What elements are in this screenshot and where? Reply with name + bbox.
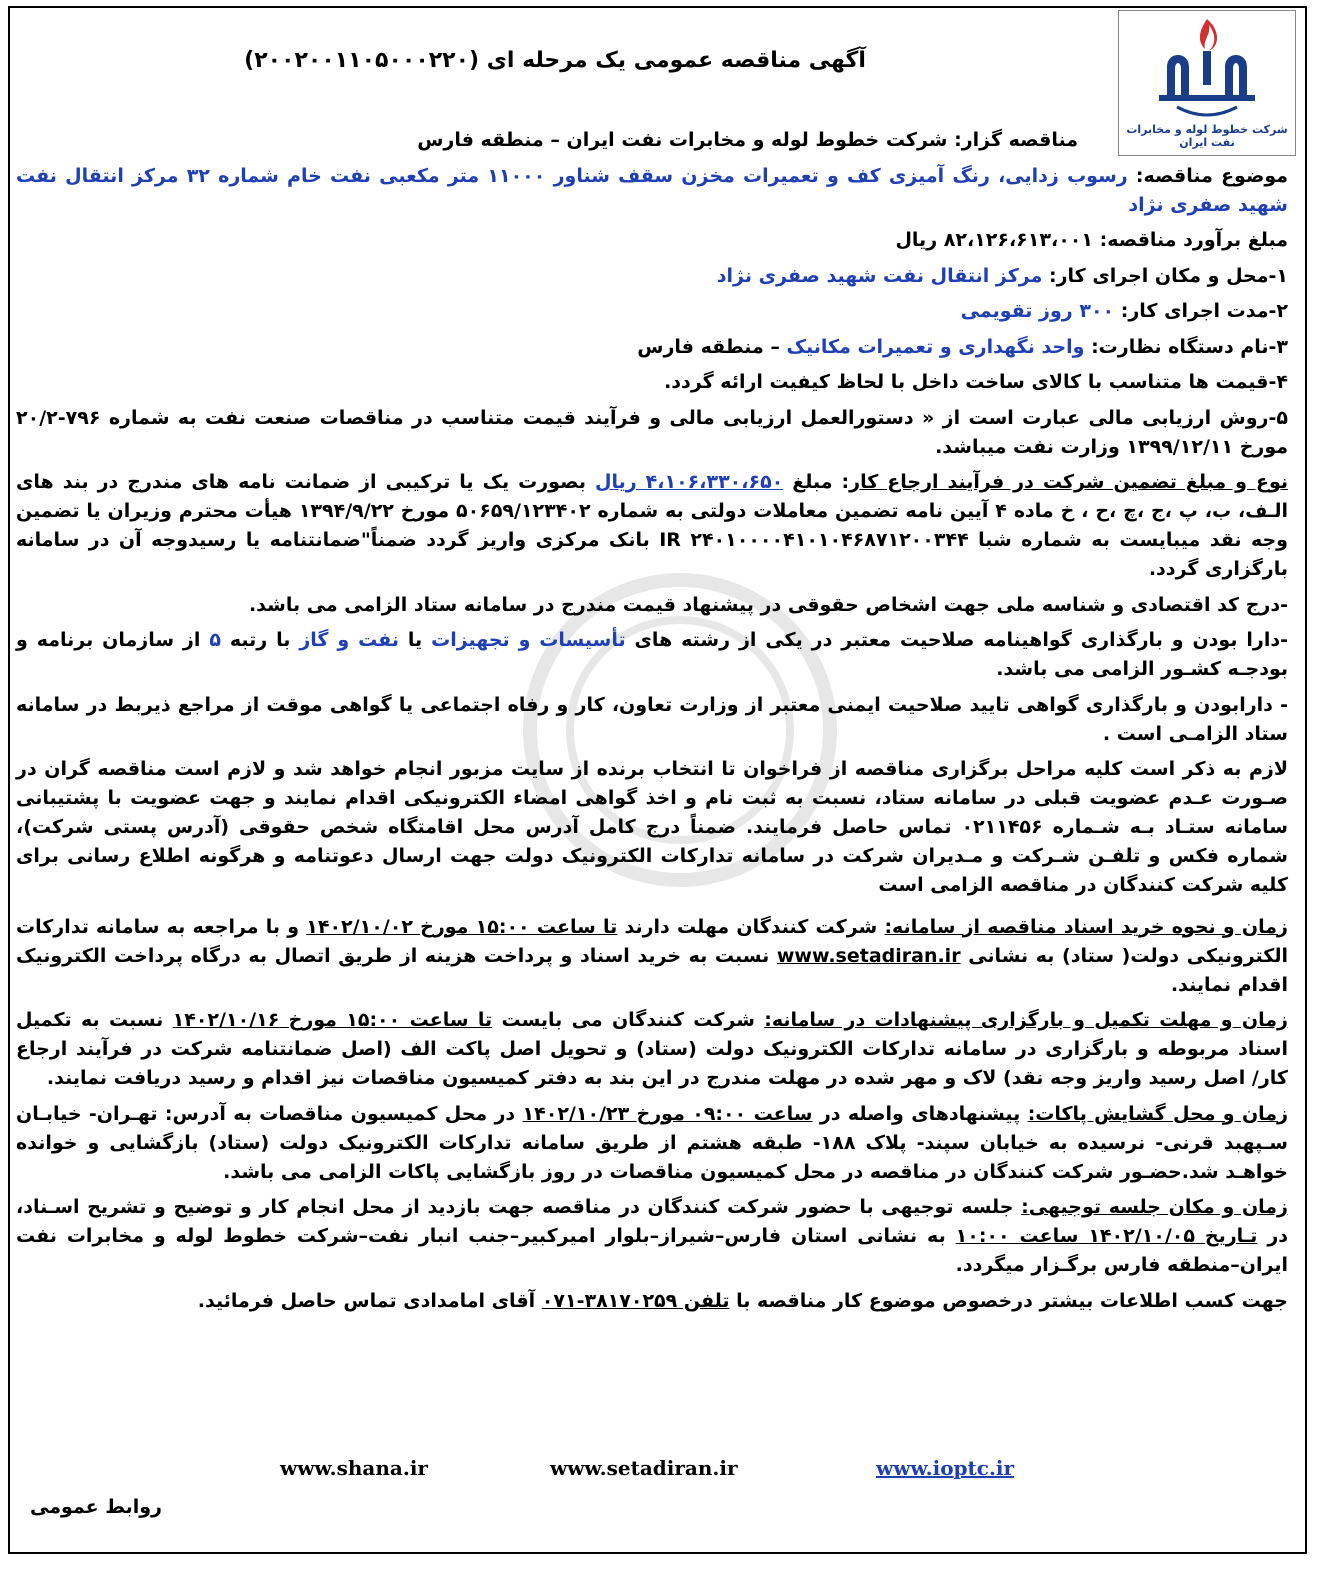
item-evaluation: ۵-روش ارزیابی مالی عبارت است از « دستورالعمل ارزیابی مالی و فرآیند قیمت متناسب در مناقصات صنعت نفت به شماره ۷۹۶-۲۰/۲ مورخ ۱۳۹۹/۱۲/۱۱ وزارت نفت میباشد.: [16, 406, 1288, 458]
tender-body: [16, 126, 1288, 1322]
link-shana[interactable]: www.shana.ir: [280, 1456, 428, 1480]
item-supervisor: ۳-نام دستگاه نظارت: واحد نگهداری و تعمیرات مکانیک – منطقه فارس: [637, 335, 1288, 358]
briefing-paragraph: زمان و مکان جلسه توجیهی: جلسه توجیهی با حضور شرکت کنندگان در مناقصه جهت بازدید از محل انجام کار و توضیح و تشریح اسـناد، در تـاریخ ۱۴۰۲/۱۰/۰۵ ساعت ۱۰:۰۰ به نشانی استان فارس–شیراز–بلوار امیرکبیر–جنب انبار نفت–شرکت خطوط لوله و مخابرات نفت ایران–منطقه فارس برگـزار میگردد.: [16, 1196, 1289, 1276]
item-pricing: ۴-قیمت ها متناسب با کالای ساخت داخل با لحاظ کیفیت ارائه گردد.: [664, 371, 1288, 393]
nioc-flame-icon: [1119, 11, 1295, 131]
guarantee-paragraph: نوع و مبلغ تضمین شرکت در فرآیند ارجاع کار: مبلغ ۴،۱۰۶،۳۳۰،۶۵۰ ریال بصورت یک یا ترکیبی از ضمانت نامه های مندرج در بند های الـف، ب، پ ،ج ،چ ،ح ، خ ماده ۴ آیین نامه تضمین معاملات دولتی به شماره ۵۰۶۵۹/۱۲۳۴۰۲ مورخ ۱۳۹۴/۹/۲۲ هیأت محترم وزیران یا تضمین وجه نقد میبایست به شماره شبا IR ۲۴۰۱۰۰۰۰۴۱۰۱۰۴۶۸۷۱۲۰۰۳۴۴ بانک مرکزی واریز گردد ضمناً"ضمانتنامه یا رسیدوجه آن در سامانه بارگزاری گردد.: [16, 471, 1289, 580]
setadiran-link[interactable]: www.setadiran.ir: [776, 944, 961, 967]
item-location: ۱-محل و مکان اجرای کار: مرکز انتقال نفت شهید صفری نژاد: [716, 264, 1288, 287]
organizer-line: مناقصه گزار: شرکت خطوط لوله و مخابرات نفت ایران – منطقه فارس: [417, 129, 1078, 151]
opening-paragraph: زمان و محل گشایش پاکات: پیشنهادهای واصله در ساعت ۰۹:۰۰ مورخ ۱۴۰۲/۱۰/۲۳ در محل کمیسیون مناقصات به آدرس: تهـران- خیابـان سـپهبد قرنی- نرسیده به خیابان سپند- پلاک ۱۸۸- طبقه هشتم از طریق سامانه تدارکات الکترونیک دولت (ستاد) بازگشایی و خوانده خواهـد شد.حضـور شرکت کنندگان در مناقصه در محل کمیسیون مناقصات در روز بازگشایی پاکات الزامی می باشد.: [16, 1102, 1289, 1183]
requirement-economic-code: -درج کد اقتصادی و شناسه ملی جهت اشخاص حقوقی در پیشنهاد قیمت مندرج در سامانه ستاد الزامی می باشد.: [248, 593, 1288, 616]
requirement-certificate: -دارا بودن و بارگذاری گواهینامه صلاحیت معتبر در یکی از رشته های تأسیسات و تجهیزات یا نفت و گاز با رتبه ۵ از سازمان برنامه و بودجـه کشـور الزامی می باشد.: [16, 629, 1288, 680]
link-ioptc[interactable]: www.ioptc.ir: [876, 1456, 1015, 1480]
subject-line: موضوع مناقصه: رسوب زدایی، رنگ آمیزی کف و تعمیرات مخزن سقف شناور ۱۱۰۰۰ متر مکعبی نفت خام شماره ۳۲ مرکز انتقال نفت شهید صفری نژاد: [16, 164, 1288, 216]
submission-paragraph: زمان و مهلت تکمیل و بارگزاری پیشنهادات در سامانه: شرکت کنندگان می بایست تا ساعت ۱۵:۰۰ مورخ ۱۴۰۲/۱۰/۱۶ نسبت به تکمیل اسناد مربوطه و بارگزاری در سامانه تدارکات الکترونیک دولت (ستاد) و تحویل اصل پاکت الف (اصل ضمانتنامه شرکت در فرآیند ارجاع کار/ اصل رسید واریز وجه نقد) لاک و مهر شده در مهلت مندرج در این بند به دفتر کمیسیون مناقصات نیز اقدام و رسید دریافت نمایند.: [16, 1009, 1288, 1089]
public-relations-signature: روابط عمومی: [30, 1496, 162, 1518]
estimate-line: مبلغ برآورد مناقصه: ۸۲،۱۲۶،۶۱۳،۰۰۱ ریال: [895, 229, 1288, 251]
purchase-paragraph: زمان و نحوه خرید اسناد مناقصه از سامانه: شرکت کنندگان مهلت دارند تا ساعت ۱۵:۰۰ مورخ ۱۴۰۲/۱۰/۰۲ و با مراجعه به سامانه تدارکات الکترونیکی دولت( ستاد) به نشانی www.setadiran.ir نسبت به خرید اسناد و پرداخت هزینه از طریق اتصال به درگاه پرداخت الکترونیک اقدام نمایند.: [16, 915, 1289, 996]
registration-note: لازم به ذکر است کلیه مراحل برگزاری مناقصه از فراخوان تا انتخاب برنده از سایت مزبور انجام خواهد شد و لازم است مناقصه گران در صـورت عـدم عضویت قبلی در سامانه ستاد، نسبت به ثبت نام و اخذ گواهی امضاء الکترونیکی اقدام نمایند و جهت عضویت با پشتیبانی سامانه ستـاد بـه شـماره ۰۲۱۱۴۵۶ تماس حاصل فرمایند. ضمناً درج کامل آدرس محل اقامتگاه شخص حقوقی (آدرس پستی شرکت)، شماره فکس و تلفـن شـرکت و مـدیران شرکت در سامانه تدارکات الکترونیک دولت جهت ارسال دعوتنامه و هرگونه اطلاع رسانی برای کلیه شرکت کنندگان در مناقصه الزامی است: [16, 758, 1288, 896]
logo-caption: شرکت خطوط لوله و مخابرات نفت ایران: [1126, 123, 1288, 149]
requirement-safety: - دارابودن و بارگذاری گواهی تایید صلاحیت ایمنی معتبر از وزارت تعاون، کار و رفاه اجتماعی یا گواهی موقت از مراجع ذیربط در سامانه ستاد الزامـی است .: [16, 693, 1288, 745]
item-duration: ۲-مدت اجرای کار: ۳۰۰ روز تقویمی: [960, 300, 1288, 322]
page-title: آگهی مناقصه عمومی یک مرحله ای (۲۰۰۲۰۰۱۱۰۵۰۰۰۲۲۰): [244, 48, 866, 73]
contact-paragraph: جهت کسب اطلاعات بیشتر درخصوص موضوع کار مناقصه با تلفن ۳۸۱۷۰۲۵۹-۰۷۱ آقای امامدادی تماس حاصل فرمائید.: [197, 1289, 1288, 1312]
footer-links: [270, 1456, 1050, 1490]
link-setadiran[interactable]: www.setadiran.ir: [550, 1456, 738, 1480]
